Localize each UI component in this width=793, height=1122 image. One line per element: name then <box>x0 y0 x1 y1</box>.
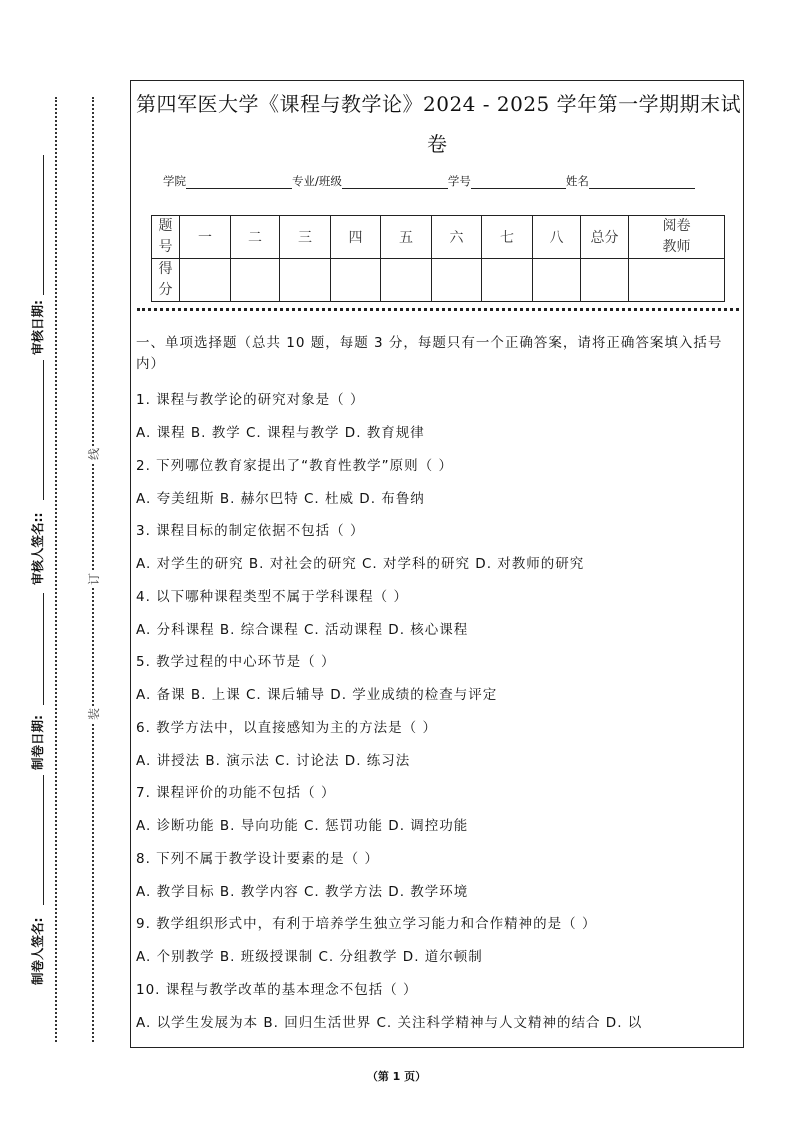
student-info <box>163 173 695 189</box>
question-stem: 3. 课程目标的制定依据不包括（ ） <box>136 523 365 539</box>
name-label: 姓名 <box>565 174 589 188</box>
score-row-header: 得 分 <box>152 259 180 302</box>
maker-date-line <box>43 593 44 705</box>
name-field[interactable] <box>589 174 695 189</box>
question-stem: 8. 下列不属于教学设计要素的是（ ） <box>136 850 379 867</box>
score-cell[interactable] <box>581 259 629 302</box>
question-options: A. 诊断功能 B. 导向功能 C. 惩罚功能 D. 调控功能 <box>136 818 469 834</box>
grader-header: 阅卷 教师 <box>629 216 725 259</box>
question-options: A. 备课 B. 上课 C. 课后辅导 D. 学业成绩的检查与评定 <box>136 687 498 703</box>
reviewer-sign-label: 审核人签名:: <box>30 512 45 585</box>
col-header: 总分 <box>581 216 629 259</box>
score-table <box>151 215 725 302</box>
question-stem: 4. 以下哪种课程类型不属于学科课程（ ） <box>136 588 408 605</box>
question-options: A. 个别教学 B. 班级授课制 C. 分组教学 D. 道尔顿制 <box>136 949 483 965</box>
question-options: A. 对学生的研究 B. 对社会的研究 C. 对学科的研究 D. 对教师的研究 <box>136 556 585 572</box>
binding-mark-xian: 线 <box>87 447 101 460</box>
question-options: A. 教学目标 B. 教学内容 C. 教学方法 D. 教学环境 <box>136 883 469 900</box>
score-cell[interactable] <box>280 259 331 302</box>
college-label: 学院 <box>163 174 186 188</box>
score-cell[interactable] <box>432 259 482 302</box>
col-header: 二 <box>231 216 280 259</box>
score-cell[interactable] <box>629 259 725 302</box>
student-id-label: 学号 <box>447 174 471 188</box>
question-stem: 6. 教学方法中，以直接感知为主的方法是（ ） <box>136 719 437 736</box>
question-options: A. 分科课程 B. 综合课程 C. 活动课程 D. 核心课程 <box>136 621 469 638</box>
question-stem: 1. 课程与教学论的研究对象是（ ） <box>136 392 365 408</box>
question-options: A. 讲授法 B. 演示法 C. 讨论法 D. 练习法 <box>136 752 411 769</box>
major-class-field[interactable] <box>342 174 448 189</box>
question-options: A. 以学生发展为本 B. 回归生活世界 C. 关注科学精神与人文精神的结合 D. 以 <box>136 1014 643 1031</box>
question-stem: 5. 教学过程的中心环节是（ ） <box>136 654 336 670</box>
score-cell[interactable] <box>231 259 280 302</box>
binding-mark-ding: 订 <box>87 572 101 585</box>
score-cell[interactable] <box>381 259 432 302</box>
binding-margin <box>0 0 130 1122</box>
divider-dotted <box>137 308 739 311</box>
question-options: A. 课程 B. 教学 C. 课程与教学 D. 教育规律 <box>136 425 425 441</box>
score-cell[interactable] <box>331 259 381 302</box>
student-id-field[interactable] <box>471 174 566 189</box>
binding-mark-zhuang: 装 <box>87 707 101 720</box>
score-cell[interactable] <box>180 259 231 302</box>
exam-title: 第四军医大学《课程与教学论》2024 - 2025 学年第一学期期末试 <box>136 92 742 116</box>
score-cell[interactable] <box>482 259 533 302</box>
col-header: 八 <box>533 216 581 259</box>
question-options: A. 夸美纽斯 B. 赫尔巴特 C. 杜威 D. 布鲁纳 <box>136 490 425 507</box>
question-stem: 2. 下列哪位教育家提出了“教育性教学”原则（ ） <box>136 457 453 474</box>
question-stem: 9. 教学组织形式中，有利于培养学生独立学习能力和合作精神的是（ ） <box>136 916 597 932</box>
col-header: 六 <box>432 216 482 259</box>
question-stem: 10. 课程与教学改革的基本理念不包括（ ） <box>136 981 418 998</box>
col-header: 四 <box>331 216 381 259</box>
college-field[interactable] <box>186 174 292 189</box>
question-no-header: 题 号 <box>152 216 180 259</box>
maker-sign-line <box>43 775 44 905</box>
page-number: （第 1 页） <box>366 1070 427 1083</box>
col-header: 五 <box>381 216 432 259</box>
col-header: 三 <box>280 216 331 259</box>
question-stem: 7. 课程评价的功能不包括（ ） <box>136 785 336 801</box>
score-cell[interactable] <box>533 259 581 302</box>
maker-date-label: 制卷日期: <box>30 715 45 770</box>
reviewer-sign-line <box>43 360 44 500</box>
review-date-label: 审核日期: <box>30 300 45 355</box>
review-date-line <box>43 155 44 295</box>
major-class-label: 专业/班级 <box>292 174 342 188</box>
col-header: 一 <box>180 216 231 259</box>
exam-title-cont: 卷 <box>427 132 447 156</box>
col-header: 七 <box>482 216 533 259</box>
section-heading: 一、单项选择题（总共 10 题，每题 3 分，每题只有一个正确答案，请将正确答案填入括号内） <box>136 335 723 372</box>
maker-sign-label: 制卷人签名: <box>30 917 45 985</box>
